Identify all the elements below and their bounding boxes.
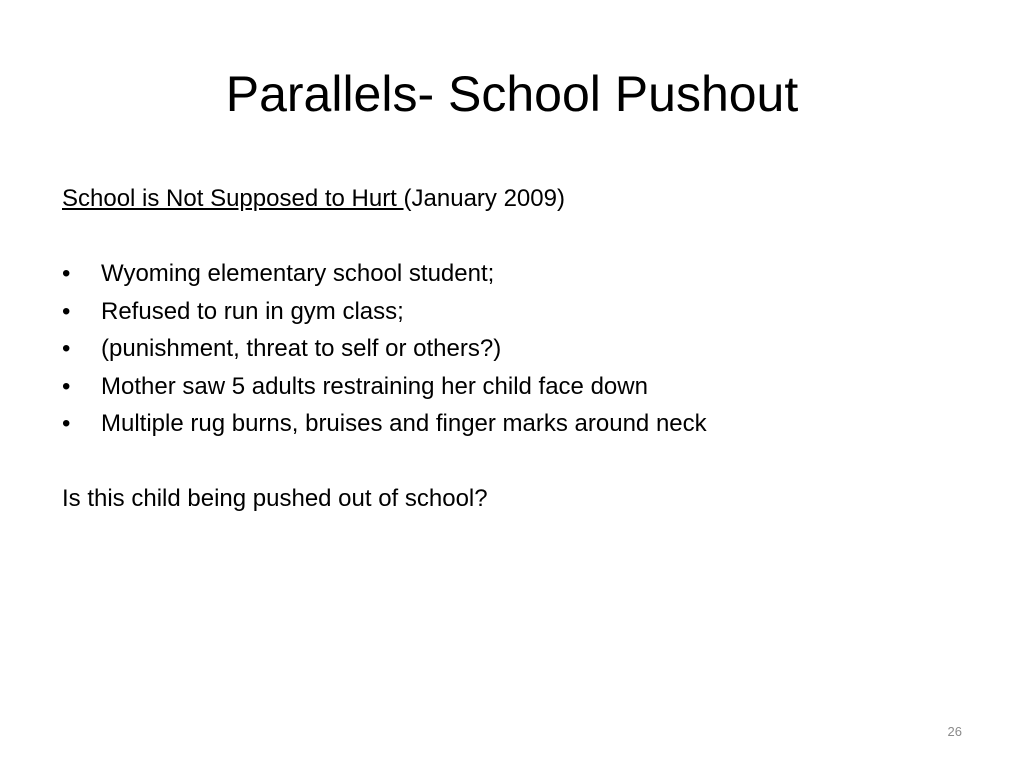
bullet-list <box>62 255 962 443</box>
page-number: 26 <box>947 724 962 739</box>
source-line <box>62 180 962 218</box>
closing-question: Is this child being pushed out of school? <box>62 485 488 512</box>
bullet-item <box>62 330 962 368</box>
bullet-icon: • <box>62 372 71 400</box>
bullet-icon: • <box>62 410 71 437</box>
spacer <box>62 443 962 481</box>
bullet-text: (punishment, threat to self or others?) <box>101 335 502 362</box>
bullet-text: Multiple rug burns, bruises and finger marks around neck <box>101 410 707 437</box>
bullet-item <box>62 255 962 293</box>
source-title: School is Not Supposed to Hurt <box>62 185 404 212</box>
bullet-item <box>62 293 962 331</box>
bullet-item <box>62 405 962 443</box>
bullet-text: Mother saw 5 adults restraining her child face down <box>101 372 648 400</box>
slide-title: Parallels- School Pushout <box>225 66 799 122</box>
spacer <box>62 218 962 256</box>
bullet-item <box>62 368 962 406</box>
source-date: (January 2009) <box>403 185 565 212</box>
bullet-icon: • <box>62 335 71 362</box>
bullet-text: Wyoming elementary school student; <box>101 260 495 287</box>
slide-body <box>62 180 962 518</box>
bullet-text: Refused to run in gym class; <box>101 297 404 325</box>
bullet-icon: • <box>62 297 71 325</box>
bullet-icon: • <box>62 260 71 287</box>
